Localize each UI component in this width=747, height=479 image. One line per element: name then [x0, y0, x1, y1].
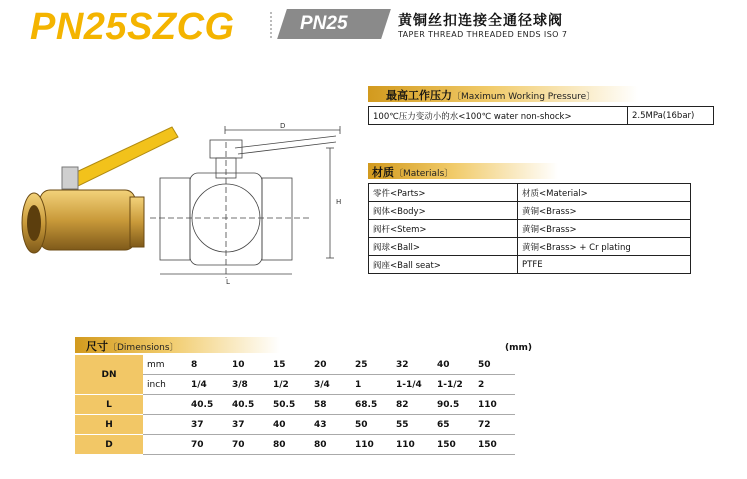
dim-row-d — [75, 435, 515, 455]
dim-label-dn: DN — [75, 355, 143, 395]
part-material: PTFE — [518, 256, 691, 274]
materials-row — [369, 256, 691, 274]
dim-label-h: H — [75, 415, 143, 435]
dim-cell: 8 — [187, 355, 228, 375]
dim-cell: 40.5 — [187, 395, 228, 415]
dim-cell: 150 — [433, 435, 474, 455]
dim-cell: 40 — [269, 415, 310, 435]
dim-cell: 1 — [351, 375, 392, 395]
pressure-heading: 最高工作压力〔Maximum Working Pressure〕 — [386, 89, 596, 102]
dim-cell: 150 — [474, 435, 515, 455]
dim-cell: 37 — [187, 415, 228, 435]
part-name: 阀球<Ball> — [369, 238, 518, 256]
dim-cell: 72 — [474, 415, 515, 435]
dim-cell: 50 — [474, 355, 515, 375]
drawing-label-d: D — [280, 122, 286, 130]
part-material: 黄铜<Brass> — [518, 202, 691, 220]
dim-cell: 10 — [228, 355, 269, 375]
dimensions-heading: 尺寸〔Dimensions〕 — [86, 340, 179, 353]
dim-cell: 1/2 — [269, 375, 310, 395]
materials-table — [368, 183, 691, 274]
part-name: 阀体<Body> — [369, 202, 518, 220]
dim-cell: 1-1/2 — [433, 375, 474, 395]
dim-cell: 68.5 — [351, 395, 392, 415]
pressure-condition: 100℃压力变动小的水<100℃ water non-shock> — [369, 107, 628, 125]
dim-cell: 2 — [474, 375, 515, 395]
dim-cell: 70 — [187, 435, 228, 455]
dim-cell: 80 — [269, 435, 310, 455]
part-material: 黄铜<Brass> + Cr plating — [518, 238, 691, 256]
materials-row — [369, 220, 691, 238]
dim-row-h — [75, 415, 515, 435]
dimensions-unit: (mm) — [505, 343, 532, 353]
drawing-label-l: L — [226, 278, 230, 286]
dim-cell: 110 — [474, 395, 515, 415]
dim-cell: 25 — [351, 355, 392, 375]
dim-cell: 110 — [351, 435, 392, 455]
dim-cell: 65 — [433, 415, 474, 435]
materials-heading: 材质〔Materials〕 — [372, 166, 454, 179]
part-name: 阀座<Ball seat> — [369, 256, 518, 274]
dim-cell: 3/8 — [228, 375, 269, 395]
title-english: TAPER THREAD THREADED ENDS ISO 7 — [398, 30, 568, 39]
dim-cell: 55 — [392, 415, 433, 435]
dim-cell: 50 — [351, 415, 392, 435]
dim-cell: 1/4 — [187, 375, 228, 395]
technical-drawing — [150, 118, 360, 288]
dim-cell: 82 — [392, 395, 433, 415]
materials-row — [369, 238, 691, 256]
dim-cell: 110 — [392, 435, 433, 455]
dim-sub-mm: mm — [143, 355, 187, 375]
pressure-table — [368, 106, 714, 125]
product-model: PN25SZCG — [30, 6, 235, 48]
dim-cell: 58 — [310, 395, 351, 415]
dim-cell: 40 — [433, 355, 474, 375]
pressure-badge: PN25 — [300, 13, 348, 34]
dim-label-d: D — [75, 435, 143, 455]
materials-col-material: 材质<Material> — [518, 184, 691, 202]
dim-cell: 50.5 — [269, 395, 310, 415]
pressure-value: 2.5MPa(16bar) — [628, 107, 714, 125]
dim-cell: 20 — [310, 355, 351, 375]
dim-cell: 40.5 — [228, 395, 269, 415]
dim-cell: 70 — [228, 435, 269, 455]
part-name: 阀杆<Stem> — [369, 220, 518, 238]
dim-cell: 15 — [269, 355, 310, 375]
dim-cell: 43 — [310, 415, 351, 435]
dim-row-mm — [75, 355, 515, 375]
dim-cell: 1-1/4 — [392, 375, 433, 395]
dim-row-l — [75, 395, 515, 415]
materials-col-parts: 零件<Parts> — [369, 184, 518, 202]
dim-label-l: L — [75, 395, 143, 415]
dimensions-table — [75, 355, 515, 455]
dim-cell: 3/4 — [310, 375, 351, 395]
dim-cell: 32 — [392, 355, 433, 375]
dim-cell: 37 — [228, 415, 269, 435]
part-material: 黄铜<Brass> — [518, 220, 691, 238]
title-chinese: 黄铜丝扣连接全通径球阀 — [398, 13, 563, 29]
materials-row — [369, 202, 691, 220]
dim-cell: 90.5 — [433, 395, 474, 415]
materials-header-row — [369, 184, 691, 202]
dim-sub-inch: inch — [143, 375, 187, 395]
dim-cell: 80 — [310, 435, 351, 455]
drawing-label-h: H — [336, 198, 342, 206]
